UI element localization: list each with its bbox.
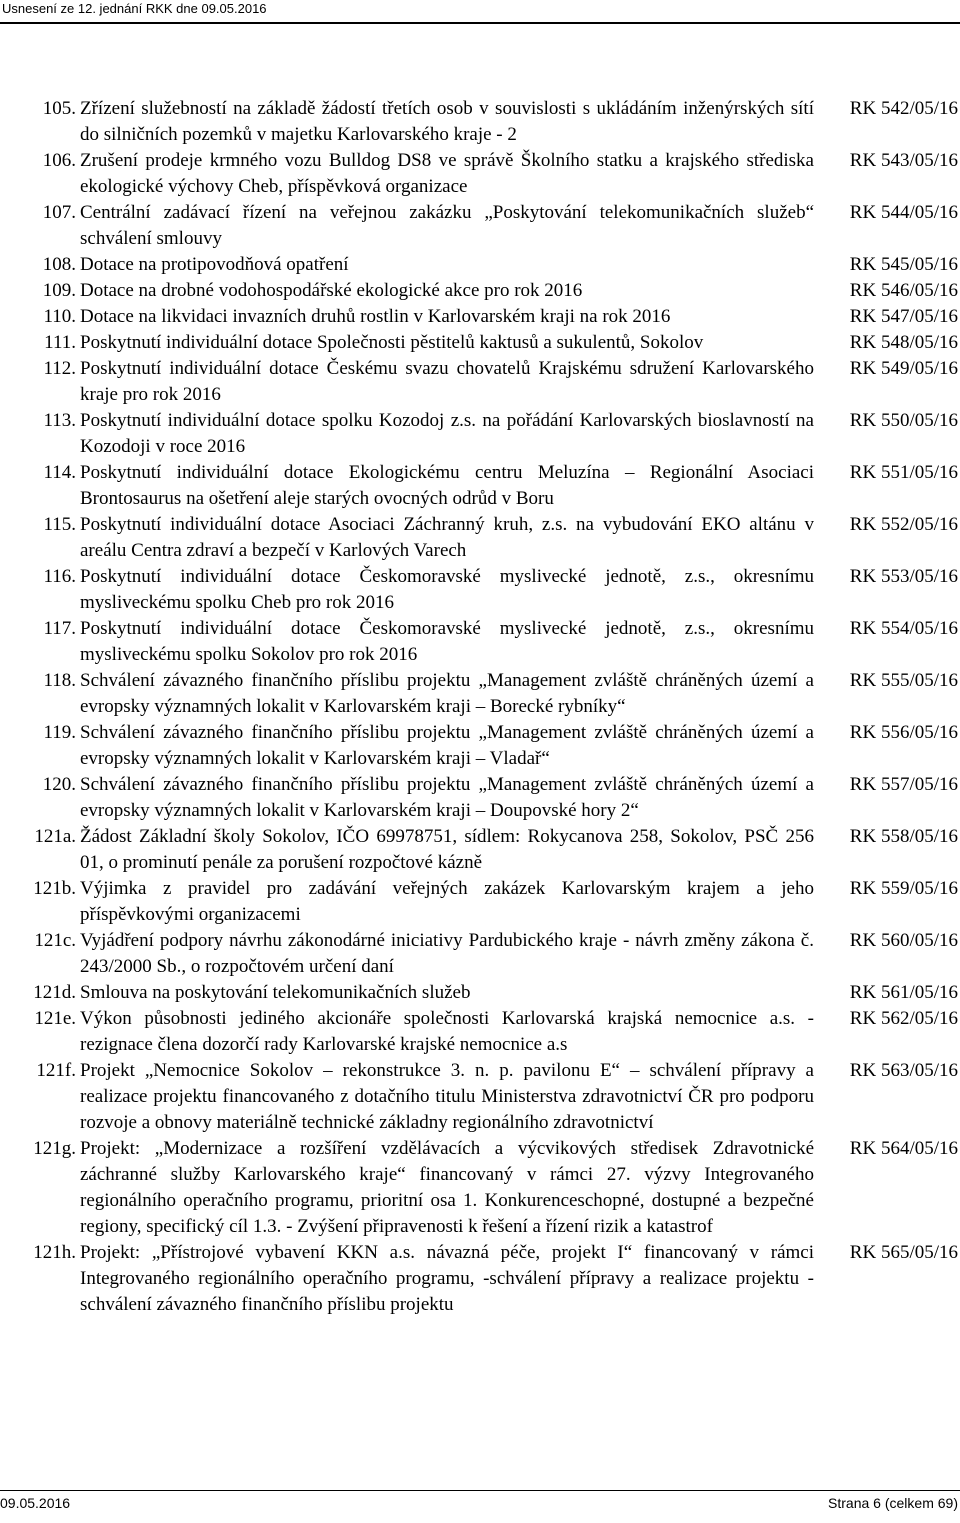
item-number: 115. <box>43 514 76 535</box>
item-resolution-ref: RK 557/05/16 <box>849 774 958 795</box>
item-resolution-ref: RK 545/05/16 <box>849 254 958 275</box>
item-text: Poskytnutí individuální dotace Českomoravské myslivecké jednotě, z.s., okresnímu mysliveckému spolku Sokolov pro rok 2016 <box>80 618 814 665</box>
item-number: 109. <box>42 280 76 301</box>
list-item <box>0 1240 960 1318</box>
item-resolution-ref: RK 551/05/16 <box>849 462 958 483</box>
item-resolution-ref: RK 543/05/16 <box>849 150 958 171</box>
item-resolution-ref: RK 555/05/16 <box>849 670 958 691</box>
list-item <box>0 408 960 460</box>
item-number: 121f. <box>36 1060 76 1081</box>
list-item <box>0 1058 960 1136</box>
item-text: Centrální zadávací řízení na veřejnou zakázku „Poskytování telekomunikačních služeb“ schválení smlouvy <box>80 202 814 249</box>
item-number: 121g. <box>33 1138 76 1159</box>
item-resolution-ref: RK 546/05/16 <box>849 280 958 301</box>
list-item <box>0 304 960 330</box>
item-resolution-ref: RK 560/05/16 <box>849 930 958 951</box>
list-item <box>0 876 960 928</box>
footer-page-number: Strana 6 (celkem 69) <box>828 1495 958 1511</box>
list-item <box>0 980 960 1006</box>
resolution-list <box>0 96 960 1318</box>
item-text: Poskytnutí individuální dotace Českému svazu chovatelů Krajskému sdružení Karlovarského kraje pro rok 2016 <box>80 358 814 405</box>
item-resolution-ref: RK 558/05/16 <box>849 826 958 847</box>
item-number: 116. <box>43 566 76 587</box>
item-text: Poskytnutí individuální dotace Ekologickému centru Meluzína – Regionální Asociaci Brontosaurus na ošetření aleje starých ovocných odrůd v Boru <box>80 462 814 509</box>
item-resolution-ref: RK 552/05/16 <box>849 514 958 535</box>
item-resolution-ref: RK 556/05/16 <box>849 722 958 743</box>
item-text: Poskytnutí individuální dotace Společnosti pěstitelů kaktusů a sukulentů, Sokolov <box>80 332 704 353</box>
item-text: Dotace na protipovodňová opatření <box>80 254 349 275</box>
item-resolution-ref: RK 553/05/16 <box>849 566 958 587</box>
item-number: 121h. <box>33 1242 76 1263</box>
item-text: Zrušení prodeje krmného vozu Bulldog DS8 ve správě Školního statku a krajského střediska ekologické výchovy Cheb, příspěvková organizace <box>80 150 814 197</box>
item-text: Smlouva na poskytování telekomunikačních služeb <box>80 982 471 1003</box>
item-number: 119. <box>43 722 76 743</box>
list-item <box>0 772 960 824</box>
list-item <box>0 720 960 772</box>
header-title: Usnesení ze 12. jednání RKK dne 09.05.2016 <box>2 1 267 16</box>
item-number: 117. <box>43 618 76 639</box>
list-item <box>0 356 960 408</box>
item-number: 112. <box>43 358 76 379</box>
item-text: Dotace na likvidaci invazních druhů rostlin v Karlovarském kraji na rok 2016 <box>80 306 671 327</box>
item-number: 121d. <box>33 982 76 1003</box>
item-resolution-ref: RK 562/05/16 <box>849 1008 958 1029</box>
item-text: Projekt: „Modernizace a rozšíření vzdělávacích a výcvikových středisek Zdravotnické záchranné služby Karlovarského kraje“ financovaný v rámci 27. výzvy Integrovaného regionálního operačního programu, prioritní osa 1. Konkurenceschopné, dostupné a bezpečné regiony, specifický cíl 1.3. - Zvýšení připravenosti k řešení a řízení rizik a katastrof <box>80 1138 814 1237</box>
item-text: Projekt „Nemocnice Sokolov – rekonstrukce 3. n. p. pavilonu E“ – schválení přípravy a realizace projektu financovaného z dotačního titulu Ministerstva zdravotnictví ČR pro podporu rozvoje a obnovy materiálně technické základny regionálního zdravotnictví <box>80 1060 814 1133</box>
item-number: 113. <box>43 410 76 431</box>
item-number: 121a. <box>34 826 76 847</box>
item-resolution-ref: RK 548/05/16 <box>849 332 958 353</box>
footer-divider <box>0 1490 960 1491</box>
list-item <box>0 512 960 564</box>
item-resolution-ref: RK 561/05/16 <box>849 982 958 1003</box>
item-number: 121e. <box>34 1008 76 1029</box>
item-number: 118. <box>43 670 76 691</box>
item-number: 110. <box>43 306 76 327</box>
footer-date: 09.05.2016 <box>0 1495 71 1511</box>
item-text: Dotace na drobné vodohospodářské ekologické akce pro rok 2016 <box>80 280 583 301</box>
item-resolution-ref: RK 565/05/16 <box>849 1242 958 1263</box>
list-item <box>0 616 960 668</box>
item-text: Poskytnutí individuální dotace Českomoravské myslivecké jednotě, z.s., okresnímu mysliveckému spolku Cheb pro rok 2016 <box>80 566 814 613</box>
item-text: Poskytnutí individuální dotace spolku Kozodoj z.s. na pořádání Karlovarských bioslavností na Kozodoji v roce 2016 <box>80 410 814 457</box>
item-resolution-ref: RK 563/05/16 <box>849 1060 958 1081</box>
list-item <box>0 668 960 720</box>
item-resolution-ref: RK 554/05/16 <box>849 618 958 639</box>
item-resolution-ref: RK 542/05/16 <box>849 98 958 119</box>
item-text: Výjimka z pravidel pro zadávání veřejných zakázek Karlovarským krajem a jeho příspěvkovými organizacemi <box>80 878 814 925</box>
list-item <box>0 460 960 512</box>
item-text: Schválení závazného finančního příslibu projektu „Management zvláště chráněných území a evropsky významných lokalit v Karlovarském kraji – Doupovské hory 2“ <box>80 774 814 821</box>
item-number: 121b. <box>33 878 76 899</box>
item-text: Schválení závazného finančního příslibu projektu „Management zvláště chráněných území a evropsky významných lokalit v Karlovarském kraji – Borecké rybníky“ <box>80 670 814 717</box>
header-divider <box>0 22 960 24</box>
item-number: 107. <box>42 202 76 223</box>
item-text: Poskytnutí individuální dotace Asociaci Záchranný kruh, z.s. na vybudování EKO altánu v areálu Centra zdraví a bezpečí v Karlových Varech <box>80 514 814 561</box>
item-number: 111. <box>44 332 76 353</box>
item-text: Projekt: „Přístrojové vybavení KKN a.s. návazná péče, projekt I“ financovaný v rámci Integrovaného regionálního operačního programu, -schválení přípravy a realizace projektu -schválení závazného finančního příslibu projektu <box>80 1242 814 1315</box>
item-text: Žádost Základní školy Sokolov, IČO 69978751, sídlem: Rokycanova 258, Sokolov, PSČ 256 01, o prominutí penále za porušení rozpočtové kázně <box>80 826 814 873</box>
list-item <box>0 1006 960 1058</box>
item-resolution-ref: RK 547/05/16 <box>849 306 958 327</box>
item-text: Vyjádření podpory návrhu zákonodárné iniciativy Pardubického kraje - návrh změny zákona č. 243/2000 Sb., o rozpočtovém určení daní <box>80 930 814 977</box>
item-resolution-ref: RK 559/05/16 <box>849 878 958 899</box>
item-number: 114. <box>43 462 76 483</box>
list-item <box>0 278 960 304</box>
item-number: 121c. <box>34 930 76 951</box>
item-resolution-ref: RK 549/05/16 <box>849 358 958 379</box>
list-item <box>0 1136 960 1240</box>
list-item <box>0 928 960 980</box>
item-number: 120. <box>42 774 76 795</box>
list-item <box>0 564 960 616</box>
list-item <box>0 200 960 252</box>
item-text: Zřízení služebností na základě žádostí třetích osob v souvislosti s ukládáním inženýrských sítí do silničních pozemků v majetku Karlovarského kraje - 2 <box>80 98 814 145</box>
list-item <box>0 148 960 200</box>
item-text: Výkon působnosti jediného akcionáře společnosti Karlovarská krajská nemocnice a.s. - rezignace člena dozorčí rady Karlovarské krajské nemocnice a.s <box>80 1008 814 1055</box>
item-resolution-ref: RK 564/05/16 <box>849 1138 958 1159</box>
list-item <box>0 824 960 876</box>
page-header <box>0 0 960 18</box>
item-number: 106. <box>42 150 76 171</box>
list-item <box>0 96 960 148</box>
item-resolution-ref: RK 544/05/16 <box>849 202 958 223</box>
item-number: 108. <box>42 254 76 275</box>
item-number: 105. <box>42 98 76 119</box>
item-text: Schválení závazného finančního příslibu projektu „Management zvláště chráněných území a evropsky významných lokalit v Karlovarském kraji – Vladař“ <box>80 722 814 769</box>
item-resolution-ref: RK 550/05/16 <box>849 410 958 431</box>
list-item <box>0 330 960 356</box>
list-item <box>0 252 960 278</box>
